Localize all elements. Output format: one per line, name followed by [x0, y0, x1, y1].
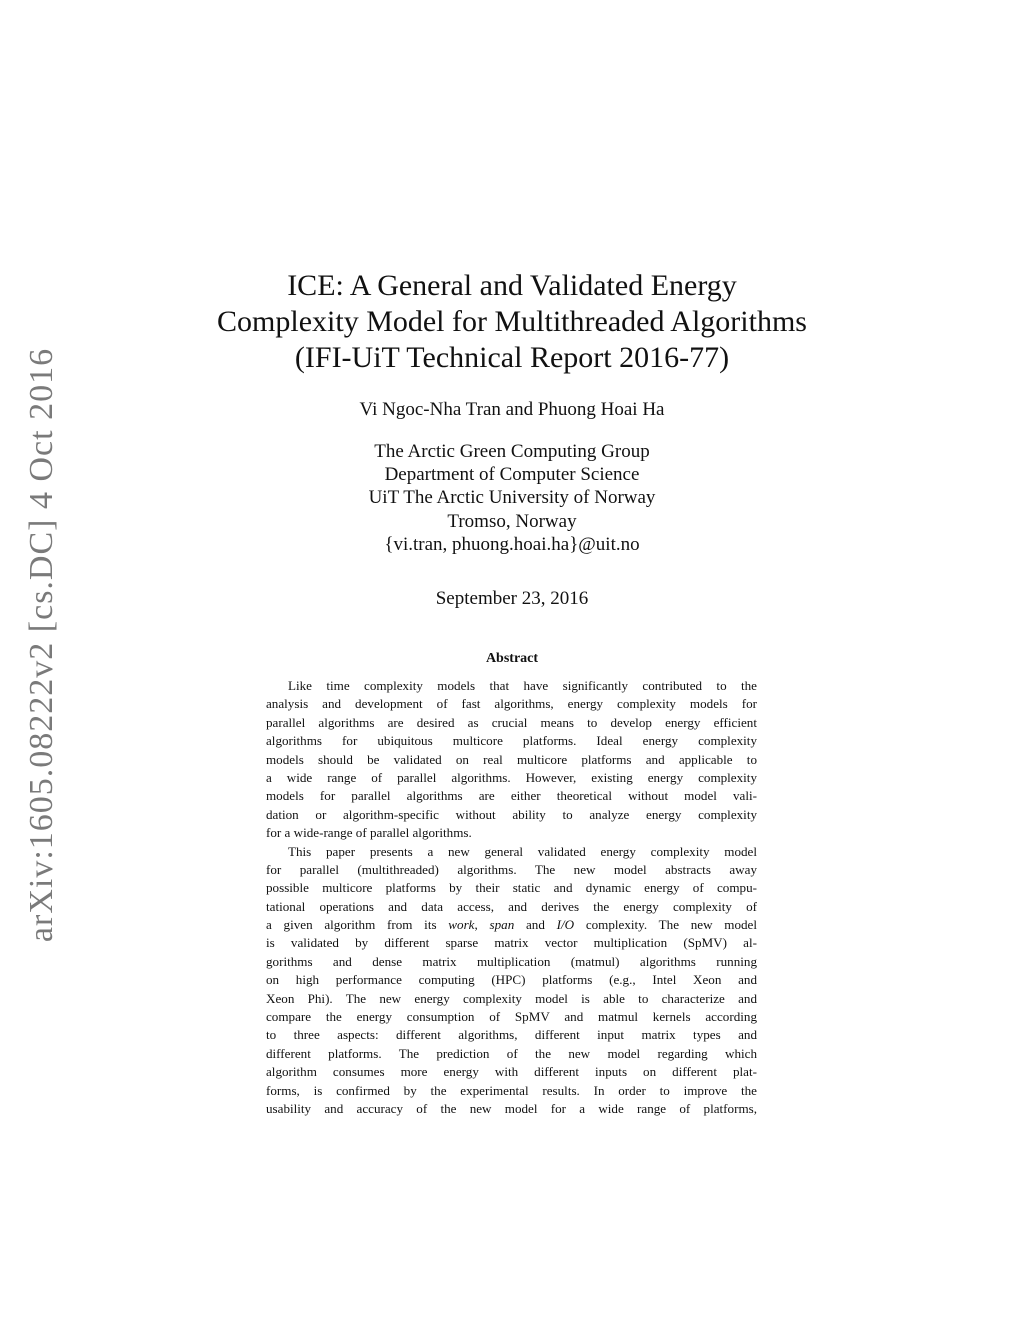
- abstract-term-span: span: [489, 917, 515, 933]
- abstract-line: parallel algorithms are desired as crucial means to develop energy efficient: [266, 714, 757, 730]
- abstract-line: Like time complexity models that have significantly contributed to the: [288, 678, 757, 693]
- abstract-line: is validated by different sparse matrix vector multiplication (SpMV) al-: [266, 935, 757, 951]
- abstract-text-fragment: ,: [474, 917, 490, 933]
- abstract-line: a wide range of parallel algorithms. However, existing energy complexity: [266, 769, 757, 785]
- abstract-line: usability and accuracy of the new model for a wide range of platforms,: [266, 1100, 757, 1116]
- abstract-line: for a wide-range of parallel algorithms.: [266, 825, 472, 841]
- abstract-line: This paper presents a new general validated energy complexity model: [288, 843, 757, 859]
- paper-date: September 23, 2016: [435, 588, 589, 609]
- affiliation-department: Department of Computer Science: [384, 464, 640, 486]
- abstract-text-fragment: and: [514, 917, 557, 933]
- abstract-line: compare the energy consumption of SpMV and matmul kernels according: [266, 1009, 757, 1025]
- abstract-body: [266, 677, 757, 1118]
- abstract-line: for parallel (multithreaded) algorithms. The new model abstracts away: [266, 861, 757, 877]
- abstract-line: dation or algorithm-specific without ability to analyze energy complexity: [266, 806, 757, 822]
- abstract-line: to three aspects: different algorithms, different input matrix types and: [266, 1027, 757, 1043]
- abstract-line: models should be validated on real multicore platforms and applicable to: [266, 751, 757, 767]
- abstract-line: analysis and development of fast algorithms, energy complexity models for: [266, 696, 757, 712]
- abstract-line: models for parallel algorithms are either theoretical without model vali-: [266, 788, 757, 804]
- title-line-3: (IFI-UiT Technical Report 2016-77): [294, 341, 730, 374]
- title-line-2: Complexity Model for Multithreaded Algorithms: [217, 305, 807, 338]
- affiliation-block: [0, 440, 1024, 556]
- abstract-line: possible multicore platforms by their static and dynamic energy of compu-: [266, 880, 757, 896]
- abstract-text-fragment: a given algorithm from its: [266, 917, 449, 933]
- paper-title: [0, 268, 1024, 376]
- abstract-line: algorithms for ubiquitous multicore platforms. Ideal energy complexity: [266, 733, 757, 749]
- abstract-term-work: work: [448, 917, 475, 933]
- abstract-line-italic-terms: [266, 916, 757, 934]
- abstract-line: on high performance computing (HPC) platforms (e.g., Intel Xeon and: [266, 972, 757, 988]
- abstract-line: forms, is confirmed by the experimental results. In order to improve the: [266, 1082, 757, 1098]
- abstract-term-io: I/O: [556, 917, 575, 933]
- abstract-line: Xeon Phi). The new energy complexity model is able to characterize and: [266, 990, 757, 1006]
- arxiv-identifier-stamp: arXiv:1605.08222v2 [cs.DC] 4 Oct 2016: [23, 347, 60, 943]
- abstract-line: tational operations and data access, and derives the energy complexity of: [266, 898, 757, 914]
- author-email: {vi.tran, phuong.hoai.ha}@uit.no: [384, 533, 640, 555]
- author-list: Vi Ngoc-Nha Tran and Phuong Hoai Ha: [359, 399, 665, 420]
- abstract-line: different platforms. The prediction of the new model regarding which: [266, 1045, 757, 1061]
- affiliation-location: Tromso, Norway: [447, 510, 577, 532]
- affiliation-university: UiT The Arctic University of Norway: [368, 487, 656, 509]
- title-line-1: ICE: A General and Validated Energy: [287, 269, 737, 302]
- abstract-line: algorithm consumes more energy with different inputs on different plat-: [266, 1064, 757, 1080]
- abstract-heading: Abstract: [485, 651, 539, 666]
- abstract-text-fragment: complexity. The new model: [574, 917, 757, 933]
- affiliation-group: The Arctic Green Computing Group: [374, 441, 650, 462]
- abstract-line: gorithms and dense matrix multiplication (matmul) algorithms running: [266, 953, 757, 969]
